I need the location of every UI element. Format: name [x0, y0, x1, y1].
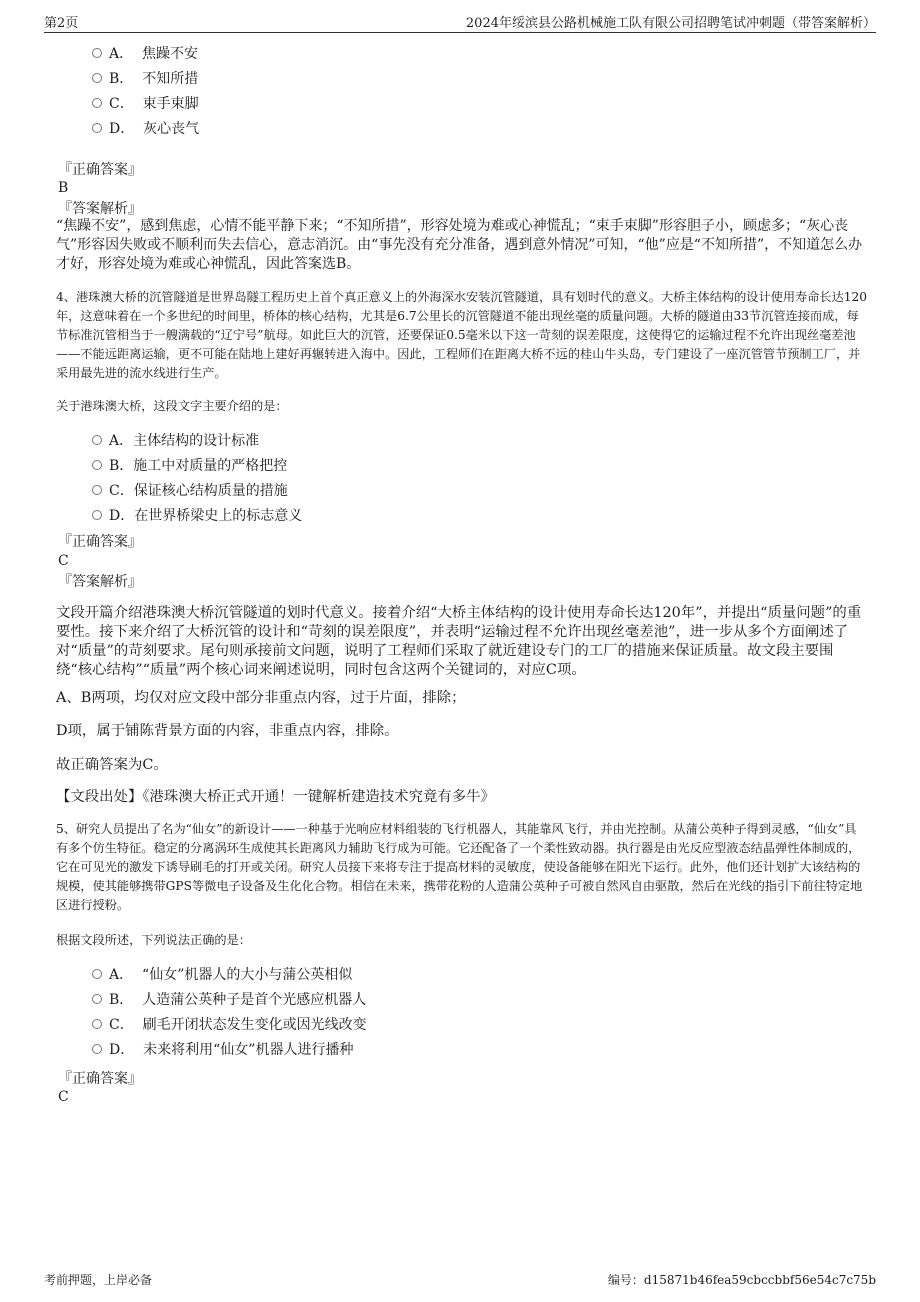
q3-analysis-label: 『答案解析』 [58, 201, 142, 217]
q4-option-c[interactable]: C．保证核心结构质量的措施 [92, 481, 288, 501]
q5-question: 根据文段所述，下列说法正确的是： [56, 933, 251, 947]
q5-answer-label: 『正确答案』 [58, 1071, 142, 1087]
radio-icon[interactable] [92, 994, 102, 1004]
q4-analysis-d: D项，属于铺陈背景方面的内容，非重点内容，排除。 [56, 723, 399, 739]
radio-icon[interactable] [92, 435, 102, 445]
q4-question: 关于港珠澳大桥，这段文字主要介绍的是： [56, 399, 288, 413]
q3-answer-label: 『正确答案』 [58, 162, 142, 178]
page-number: 第2页 [44, 16, 79, 31]
q4-option-d[interactable]: D．在世界桥梁史上的标志意义 [92, 506, 302, 526]
footer-slogan: 考前押题，上岸必备 [44, 1273, 153, 1287]
q4-option-b[interactable]: B．施工中对质量的严格把控 [92, 456, 287, 476]
q5-answer: C [58, 1089, 69, 1105]
radio-icon[interactable] [92, 73, 102, 83]
q3-analysis: “焦躁不安”，感到焦虑，心情不能平静下来；“不知所措”，形容处境为难或心神慌乱；“束手束脚”形容胆子小，顾虑多；“灰心丧气”形容因失败或不顺利而失去信心，意志消沉。由“事先没有充分准备，遇到意外情况”可知，“他”应是“不知所措”，不知道怎么办才好，形容处境为难或心神慌乱，因此答案选B。 [56, 218, 863, 272]
q4-answer: C [58, 553, 69, 569]
q4-analysis-label: 『答案解析』 [58, 574, 142, 590]
q4-analysis-conclusion: 故正确答案为C。 [56, 757, 168, 773]
q4-option-a[interactable]: A．主体结构的设计标准 [92, 431, 259, 451]
document-id: 编号：d15871b46fea59cbccbbf56e54c7c75b [607, 1273, 876, 1287]
radio-icon[interactable] [92, 98, 102, 108]
radio-icon[interactable] [92, 48, 102, 58]
q3-option-c[interactable]: C． 束手束脚 [92, 94, 199, 114]
radio-icon[interactable] [92, 969, 102, 979]
radio-icon[interactable] [92, 1019, 102, 1029]
q4-stem: 4、港珠澳大桥的沉管隧道是世界岛隧工程历史上首个真正意义上的外海深水安装沉管隧道，具有划时代的意义。大桥主体结构的设计使用寿命长达120年，这意味着在一个多世纪的时间里，桥体的核心结构，尤其是6.7公里长的沉管隧道不能出现丝毫的质量问题。大桥的隧道由33节沉管连接而成，每节标准沉管相当于一艘满载的“辽宁号”航母。如此巨大的沉管，还要保证0.5毫米以下这一苛刻的误差限度，这使得它的运输过程不允许出现丝毫差池——不能远距离运输，更不可能在陆地上建好再辗转进入海中。因此，工程师们在距离大桥不远的桂山牛头岛，专门建设了一座沉管管节预制工厂，并采用最先进的流水线进行生产。 [56, 290, 868, 380]
q3-option-d[interactable]: D． 灰心丧气 [92, 119, 199, 139]
q4-source: 【文段出处】《港珠澳大桥正式开通！一键解析建造技术究竟有多牛》 [56, 789, 495, 805]
document-title: 2024年绥滨县公路机械施工队有限公司招聘笔试冲刺题（带答案解析） [465, 16, 876, 31]
radio-icon[interactable] [92, 123, 102, 133]
q4-analysis-main: 文段开篇介绍港珠澳大桥沉管隧道的划时代意义。接着介绍“大桥主体结构的设计使用寿命长达120年”，并提出“质量问题”的重要性。接下来介绍了大桥沉管的设计和“苛刻的误差限度”，并表明“运输过程不允许出现丝毫差池”，进一步从多个方面阐述了对“质量”的苛刻要求。尾句则承接前文问题，说明了工程师们采取了就近建设专门的工厂的措施来保证质量。故文段主要围绕“核心结构”“质量”两个核心词来阐述说明，同时包含这两个关键词的，对应C项。 [56, 605, 862, 678]
q5-option-b[interactable]: B． 人造蒲公英种子是首个光感应机器人 [92, 990, 366, 1010]
q5-option-d[interactable]: D． 未来将利用“仙女”机器人进行播种 [92, 1040, 353, 1060]
q5-option-c[interactable]: C． 刷毛开闭状态发生变化或因光线改变 [92, 1015, 367, 1035]
radio-icon[interactable] [92, 460, 102, 470]
radio-icon[interactable] [92, 485, 102, 495]
q4-analysis-ab: A、B两项，均仅对应文段中部分非重点内容，过于片面，排除； [56, 690, 466, 706]
q3-option-a[interactable]: A． 焦躁不安 [92, 44, 198, 64]
radio-icon[interactable] [92, 510, 102, 520]
q5-stem: 5、研究人员提出了名为“仙女”的新设计——一种基于光响应材料组装的飞行机器人，其能靠风飞行，并由光控制。从蒲公英种子得到灵感，“仙女”具有多个仿生特征。稳定的分离涡环生成使其长距离风力辅助飞行成为可能。它还配备了一个柔性致动器。执行器是由光反应型液态结晶弹性体制成的，它在可见光的激发下诱导刷毛的打开或关闭。研究人员接下来将专注于提高材料的灵敏度，使设备能够在阳光下运行。此外，他们还计划扩大该结构的规模，使其能够携带GPS等微电子设备及生化化合物。相信在未来，携带花粉的人造蒲公英种子可被自然风自由驱散，然后在光线的指引下前往特定地区进行授粉。 [56, 822, 863, 912]
radio-icon[interactable] [92, 1044, 102, 1054]
page-header [44, 12, 876, 33]
q3-option-b[interactable]: B． 不知所措 [92, 69, 198, 89]
page-footer [44, 1271, 876, 1289]
q4-answer-label: 『正确答案』 [58, 534, 142, 550]
q5-option-a[interactable]: A． “仙女”机器人的大小与蒲公英相似 [92, 965, 352, 985]
q3-answer: B [58, 180, 69, 196]
